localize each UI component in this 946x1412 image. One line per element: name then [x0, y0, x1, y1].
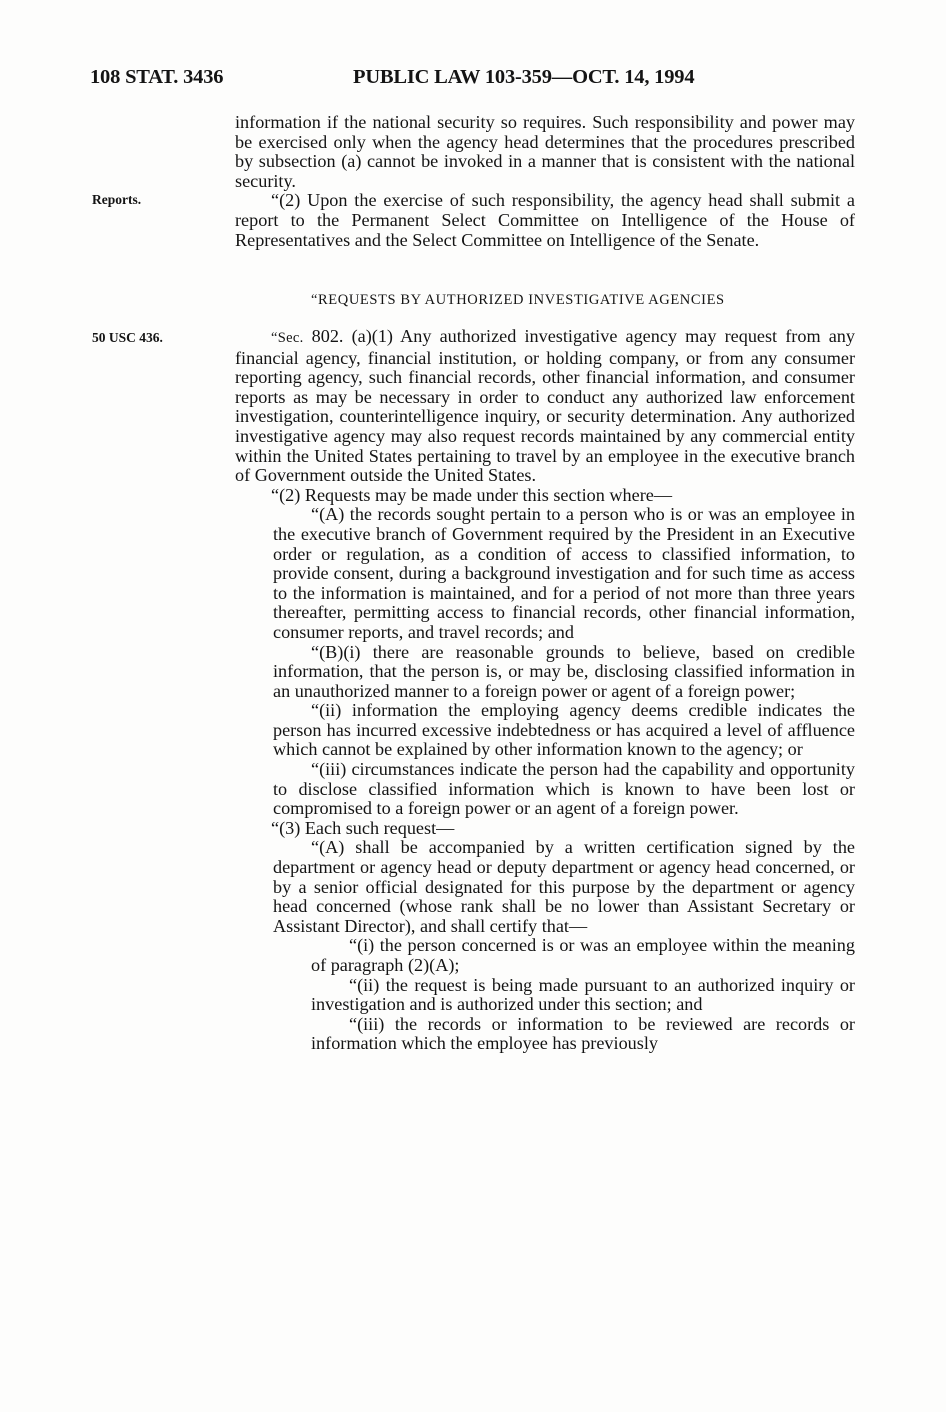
paragraph-a3-A-i: “(i) the person concerned is or was an employee within the meaning of paragraph (2)(A); [311, 935, 855, 975]
public-law-citation: PUBLIC LAW 103-359—OCT. 14, 1994 [353, 66, 695, 88]
paragraph-a2: “(2) Requests may be made under this section where— [271, 484, 673, 505]
block-continuation [235, 113, 855, 250]
paragraph-a3-A-ii: “(ii) the request is being made pursuant to an authorized inquiry or investigation and is authorized under this section; and [311, 974, 855, 1015]
margin-note-reports: Reports. [92, 192, 142, 207]
statute-page-number: 108 STAT. 3436 [90, 66, 224, 88]
margin-note-usc: 50 USC 436. [92, 330, 163, 345]
paragraph-a2-A: “(A) the records sought pertain to a person who is or was an employee in the executive branch of Government required by the President in an Executive order or regulation, as a condition of access to classified information, to provide consent, during a background investigation and for such time as access to the information is maintained, and for a period of not more than three years thereafter, permitting access to financial records, other financial information, consumer reports, and travel records; and [273, 504, 855, 642]
paragraph-a3-A: “(A) shall be accompanied by a written certification signed by the department or agency head or deputy department or agency head concerned, or by a senior official designated for this purpose by the department or agency head concerned (whose rank shall be no lower than Assistant Secretary or Assistant Director), and shall certify that— [273, 837, 855, 936]
paragraph-continuation: information if the national security so requires. Such responsibility and power may be exercised only when the agency head determines that the procedures prescribed by subsection (a) cannot be invoked in a manner that is consistent with the national security. [235, 112, 855, 191]
paragraph-report: “(2) Upon the exercise of such responsibility, the agency head shall submit a report to the Permanent Select Committee on Intelligence of the House of Representatives and the Select Committee on Intelligence of the Senate. [235, 190, 855, 250]
section-802 [235, 327, 855, 1054]
section-heading: “REQUESTS BY AUTHORIZED INVESTIGATIVE AGENCIES [311, 292, 725, 308]
paragraph-a2-B-iii: “(iii) circumstances indicate the person had the capability and opportunity to disclose classified information which is known to have been lost or compromised to a foreign power or an agent of a foreign power. [273, 759, 855, 819]
paragraph-a3-A-iii: “(iii) the records or information to be reviewed are records or information which the employee has previously [311, 1013, 855, 1054]
sec-label: “Sec. [271, 330, 304, 346]
paragraph-sec-802-a1 [235, 327, 855, 486]
paragraph-a3: “(3) Each such request— [271, 817, 455, 838]
paragraph-a2-B-ii: “(ii) information the employing agency deems credible indicates the person has incurred excessive indebtedness or has acquired a level of affluence which cannot be explained by other information known to the agency; or [273, 700, 855, 760]
paragraph-a2-B-i: “(B)(i) there are reasonable grounds to believe, based on credible information, that the person is, or may be, disclosing classified information in an unauthorized manner to a foreign power or agent of a foreign power; [273, 641, 855, 701]
page-header [90, 66, 870, 96]
sec-802-a1-text: 802. (a)(1) Any authorized investigative agency may request from any financial agency, financial institution, or holding company, or from any consumer reporting agency, such financial records, other financial information, and consumer reports as may be necessary in order to conduct any authorized law enforcement investigation, counterintelligence inquiry, or security determination. Any authorized investigative agency may also request records maintained by any commercial entity within the United States pertaining to travel by an employee in the executive branch of Government outside the United States. [235, 326, 855, 486]
